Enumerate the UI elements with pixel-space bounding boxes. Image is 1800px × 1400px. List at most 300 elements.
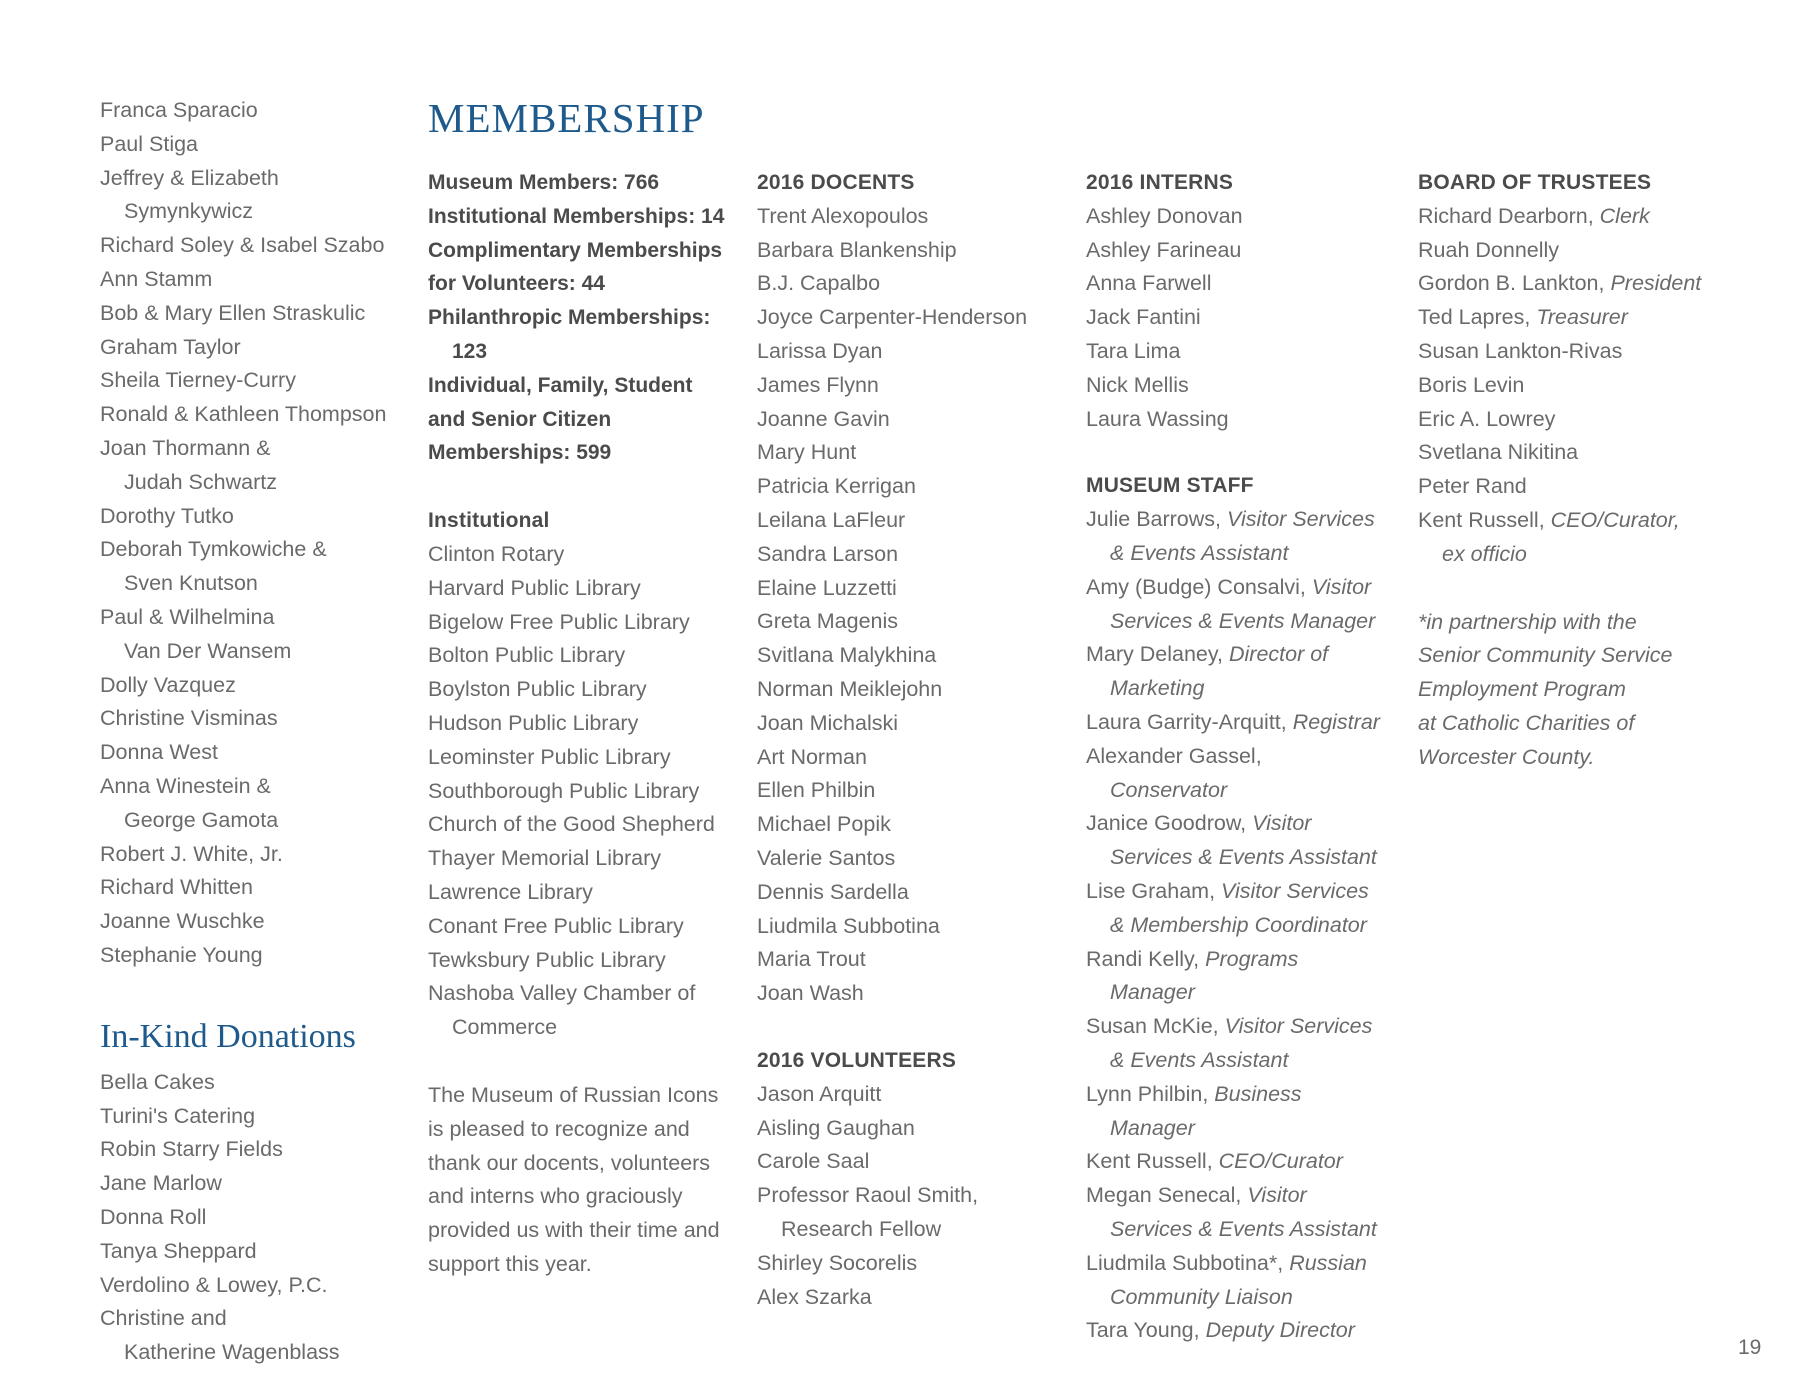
person-line <box>1086 507 1375 531</box>
name-continued: Sven Knutson <box>124 571 258 596</box>
volunteer-item <box>757 1247 1077 1281</box>
person-name: Gordon B. Lankton, <box>1418 271 1611 296</box>
staff-heading: MUSEUM STAFF <box>1086 474 1254 498</box>
name-text: Graham Taylor <box>100 334 241 359</box>
in-kind-item <box>100 1302 400 1370</box>
stat-text: Individual, Family, Student <box>428 373 693 397</box>
person-role: Treasurer <box>1536 305 1628 330</box>
name-text: Harvard Public Library <box>428 575 641 600</box>
person-role-continued: Services & Events Assistant <box>1110 845 1377 870</box>
name-continued: Symynkywicz <box>124 199 254 224</box>
name-text: Franca Sparacio <box>100 98 258 122</box>
docent-item <box>757 335 1077 369</box>
donor-item <box>100 94 400 128</box>
name-text: Greta Magenis <box>757 609 899 634</box>
person-line <box>1086 1318 1355 1342</box>
name-text: Carole Saal <box>757 1149 870 1174</box>
name-text: Jane Marlow <box>100 1171 222 1196</box>
in-kind-list <box>100 1066 400 1370</box>
name-text: Jack Fantini <box>1086 305 1201 330</box>
donor-item <box>100 533 400 601</box>
name-text: Turini's Catering <box>100 1103 256 1128</box>
name-text: Lawrence Library <box>428 879 593 904</box>
board-column <box>1418 166 1748 775</box>
name-text: Richard Whitten <box>100 875 253 900</box>
donor-item <box>100 905 400 939</box>
name-text: Michael Popik <box>757 812 891 837</box>
person-role: Visitor <box>1252 811 1312 836</box>
institution-item <box>428 673 748 707</box>
in-kind-title: In-Kind Donations <box>100 1017 356 1055</box>
name-text: Stephanie Young <box>100 942 263 967</box>
institution-item <box>428 639 748 673</box>
thanks-line: is pleased to recognize and <box>428 1116 690 1141</box>
in-kind-item <box>100 1066 400 1100</box>
name-text: Robert J. White, Jr. <box>100 841 283 866</box>
name-text: Tewksbury Public Library <box>428 947 666 972</box>
name-text: Barbara Blankenship <box>757 237 957 262</box>
docent-item <box>757 470 1077 504</box>
docents-heading: 2016 DOCENTS <box>757 171 915 194</box>
institution-item <box>428 775 748 809</box>
intern-item <box>1086 200 1406 234</box>
person-role: Clerk <box>1599 203 1650 228</box>
footnote <box>1418 606 1748 775</box>
institution-item <box>428 977 748 1045</box>
person-name: Lynn Philbin, <box>1086 1081 1215 1106</box>
institutional-list <box>428 538 748 1045</box>
person-line <box>1418 407 1555 431</box>
donor-item <box>100 162 400 230</box>
trustee-item <box>1418 200 1748 234</box>
person-line <box>1418 474 1527 498</box>
trustee-item <box>1418 470 1748 504</box>
name-text: Tara Lima <box>1086 338 1181 363</box>
person-role-continued: & Events Assistant <box>1110 1047 1289 1072</box>
name-text: Hudson Public Library <box>428 710 639 735</box>
footnote-line: Senior Community Service <box>1418 643 1673 668</box>
name-continued: George Gamota <box>124 807 279 832</box>
person-name: Janice Goodrow, <box>1086 811 1253 836</box>
person-line <box>1418 204 1650 228</box>
footnote-line: Worcester County. <box>1418 744 1595 769</box>
volunteers-list <box>757 1078 1077 1315</box>
donor-item <box>100 500 400 534</box>
name-text: Clinton Rotary <box>428 541 565 566</box>
person-role-continued: & Events Assistant <box>1110 540 1289 565</box>
person-line <box>1086 642 1328 666</box>
docent-item <box>757 707 1077 741</box>
name-text: Elaine Luzzetti <box>757 575 897 600</box>
docent-item <box>757 876 1077 910</box>
person-line <box>1086 811 1311 835</box>
name-text: Leilana LaFleur <box>757 507 906 532</box>
staff-item <box>1086 1078 1406 1146</box>
person-name: Kent Russell, <box>1418 507 1551 532</box>
person-name: Ruah Donnelly <box>1418 237 1560 262</box>
intern-item <box>1086 267 1406 301</box>
name-text: Svitlana Malykhina <box>757 643 937 668</box>
staff-item <box>1086 1247 1406 1315</box>
name-text: Robin Starry Fields <box>100 1137 283 1162</box>
name-text: Art Norman <box>757 744 867 769</box>
name-continued: Katherine Wagenblass <box>124 1340 340 1365</box>
intern-item <box>1086 234 1406 268</box>
docent-item <box>757 842 1077 876</box>
stat-line <box>428 436 748 470</box>
name-text: Joan Michalski <box>757 710 898 735</box>
interns-list <box>1086 200 1406 437</box>
person-line <box>1418 440 1578 464</box>
name-text: Mary Hunt <box>757 440 857 465</box>
institution-item <box>428 572 748 606</box>
person-name: Kent Russell, <box>1086 1149 1219 1174</box>
person-name: Eric A. Lowrey <box>1418 406 1556 431</box>
stat-text: and Senior Citizen <box>428 407 612 431</box>
name-text: Maria Trout <box>757 947 866 972</box>
name-continued: Commerce <box>452 1015 558 1040</box>
interns-heading: 2016 INTERNS <box>1086 171 1234 194</box>
name-text: Sandra Larson <box>757 541 899 566</box>
trustee-item <box>1418 267 1748 301</box>
trustee-item <box>1418 234 1748 268</box>
stat-text: Philanthropic Memberships: <box>428 306 711 330</box>
person-name: Svetlana Nikitina <box>1418 440 1579 465</box>
docent-item <box>757 267 1077 301</box>
name-text: Anna Winestein & <box>100 773 271 798</box>
person-line <box>1418 339 1622 363</box>
thanks-paragraph <box>428 1079 748 1282</box>
person-name: Tara Young, <box>1086 1318 1206 1343</box>
name-text: Patricia Kerrigan <box>757 474 916 499</box>
person-line <box>1086 710 1380 734</box>
person-name: Mary Delaney, <box>1086 642 1229 667</box>
footnote-line: at Catholic Charities of <box>1418 710 1635 735</box>
person-role: Visitor <box>1247 1183 1307 1208</box>
person-role: Director of <box>1228 642 1329 667</box>
person-line <box>1086 1149 1343 1173</box>
name-text: Bigelow Free Public Library <box>428 609 690 634</box>
person-role: Programs <box>1205 946 1299 971</box>
in-kind-item <box>100 1100 400 1134</box>
person-name: Lise Graham, <box>1086 878 1222 903</box>
in-kind-item <box>100 1235 400 1269</box>
in-kind-item <box>100 1133 400 1167</box>
name-text: Bolton Public Library <box>428 643 626 668</box>
stat-line <box>428 403 748 437</box>
thanks-line: provided us with their time and <box>428 1218 720 1243</box>
person-name: Peter Rand <box>1418 474 1527 499</box>
name-text: Ronald & Kathleen Thompson <box>100 402 387 427</box>
person-role-continued: & Membership Coordinator <box>1110 912 1367 937</box>
name-text: Dennis Sardella <box>757 879 909 904</box>
name-text: Sheila Tierney-Curry <box>100 368 296 393</box>
name-text: Ann Stamm <box>100 266 213 291</box>
name-text: Paul & Wilhelmina <box>100 604 275 629</box>
person-line <box>1086 744 1262 768</box>
person-role: Visitor Services <box>1224 1014 1373 1039</box>
name-continued: Judah Schwartz <box>124 469 277 494</box>
name-text: Joan Thormann & <box>100 435 271 460</box>
trustee-item <box>1418 369 1748 403</box>
person-line <box>1418 238 1559 262</box>
person-name: Susan McKie, <box>1086 1014 1225 1039</box>
docent-item <box>757 504 1077 538</box>
name-text: Nashoba Valley Chamber of <box>428 981 696 1006</box>
name-text: Boylston Public Library <box>428 677 647 702</box>
docent-item <box>757 741 1077 775</box>
docent-item <box>757 369 1077 403</box>
docent-item <box>757 605 1077 639</box>
page-number: 19 <box>1738 1336 1762 1359</box>
institution-item <box>428 944 748 978</box>
person-name: Boris Levin <box>1418 372 1525 397</box>
thanks-line: support this year. <box>428 1251 592 1276</box>
stat-text: for Volunteers: 44 <box>428 272 605 296</box>
name-text: Alex Szarka <box>757 1284 872 1309</box>
name-text: Dorothy Tutko <box>100 503 234 528</box>
docent-item <box>757 403 1077 437</box>
volunteers-heading: 2016 VOLUNTEERS <box>757 1048 957 1072</box>
footnote-line: *in partnership with the <box>1418 609 1637 634</box>
person-role: Business <box>1214 1081 1302 1106</box>
intern-item <box>1086 301 1406 335</box>
person-role-continued: Services & Events Manager <box>1110 608 1376 633</box>
staff-item <box>1086 875 1406 943</box>
staff-item <box>1086 1145 1406 1179</box>
donors-column <box>100 94 400 1370</box>
person-line <box>1086 1251 1367 1275</box>
person-name: Megan Senecal, <box>1086 1183 1248 1208</box>
name-text: Ashley Farineau <box>1086 237 1242 262</box>
person-role: Russian <box>1289 1250 1367 1275</box>
staff-item <box>1086 740 1406 808</box>
name-text: Christine Visminas <box>100 706 278 731</box>
person-role: Visitor <box>1311 574 1372 599</box>
docent-item <box>757 943 1077 977</box>
docent-item <box>757 910 1077 944</box>
docent-item <box>757 538 1077 572</box>
docent-item <box>757 200 1077 234</box>
staff-item <box>1086 571 1406 639</box>
person-role: Visitor Services <box>1221 878 1369 903</box>
membership-column <box>428 94 748 1282</box>
donor-item <box>100 263 400 297</box>
name-text: Nick Mellis <box>1086 372 1189 397</box>
thanks-line: and interns who graciously <box>428 1184 683 1209</box>
staff-item <box>1086 807 1406 875</box>
trustee-item <box>1418 335 1748 369</box>
donor-item <box>100 871 400 905</box>
membership-stats <box>428 166 748 470</box>
name-text: Dolly Vazquez <box>100 672 236 697</box>
donor-item <box>100 702 400 736</box>
name-text: Trent Alexopoulos <box>757 203 929 228</box>
person-role: Deputy Director <box>1205 1318 1355 1343</box>
name-text: Church of the Good Shepherd <box>428 812 715 837</box>
institution-item <box>428 808 748 842</box>
institutional-heading: Institutional <box>428 509 550 533</box>
stat-text: Museum Members: 766 <box>428 171 660 194</box>
donor-item <box>100 601 400 669</box>
name-text: James Flynn <box>757 372 879 397</box>
intern-item <box>1086 403 1406 437</box>
stat-text: Complimentary Memberships <box>428 238 723 262</box>
trustee-item <box>1418 504 1748 572</box>
board-heading: BOARD OF TRUSTEES <box>1418 171 1652 194</box>
donor-item <box>100 432 400 500</box>
name-text: Anna Farwell <box>1086 271 1212 296</box>
donor-item <box>100 939 400 973</box>
name-text: Bella Cakes <box>100 1069 215 1094</box>
docent-item <box>757 808 1077 842</box>
person-role-continued: Services & Events Assistant <box>1110 1216 1377 1241</box>
person-role-continued: Manager <box>1110 1115 1195 1140</box>
staff-item <box>1086 503 1406 571</box>
person-role: President <box>1610 271 1702 296</box>
name-text: Joanne Gavin <box>757 406 890 431</box>
person-role: Visitor Services <box>1227 507 1375 532</box>
name-text: Verdolino & Lowey, P.C. <box>100 1272 328 1297</box>
name-text: Ellen Philbin <box>757 778 876 803</box>
name-text: Deborah Tymkowiche & <box>100 537 327 562</box>
staff-item <box>1086 706 1406 740</box>
footnote-line: Employment Program <box>1418 677 1626 702</box>
name-continued: Research Fellow <box>781 1216 942 1241</box>
thanks-line: The Museum of Russian Icons <box>428 1082 719 1107</box>
person-line <box>1086 879 1369 903</box>
person-line <box>1086 575 1371 599</box>
person-role-continued: ex officio <box>1442 541 1527 566</box>
name-text: Professor Raoul Smith, <box>757 1183 979 1208</box>
name-text: Donna Roll <box>100 1204 207 1229</box>
name-text: Conant Free Public Library <box>428 913 684 938</box>
donor-item <box>100 398 400 432</box>
donors-list <box>100 94 400 973</box>
donor-item <box>100 736 400 770</box>
person-role: CEO/Curator, <box>1550 507 1680 532</box>
institution-item <box>428 707 748 741</box>
name-text: Tanya Sheppard <box>100 1238 257 1263</box>
donor-item <box>100 128 400 162</box>
docent-item <box>757 234 1077 268</box>
person-role-continued: Community Liaison <box>1110 1284 1293 1309</box>
person-line <box>1086 1082 1302 1106</box>
institution-item <box>428 538 748 572</box>
volunteer-item <box>757 1078 1077 1112</box>
person-name: Amy (Budge) Consalvi, <box>1086 574 1312 599</box>
person-line <box>1418 508 1680 532</box>
name-text: Thayer Memorial Library <box>428 846 661 871</box>
person-line <box>1418 271 1701 295</box>
person-role: Registrar <box>1292 709 1380 734</box>
person-name: Alexander Gassel, <box>1086 743 1262 768</box>
name-text: Aisling Gaughan <box>757 1115 915 1140</box>
person-role: CEO/Curator <box>1218 1149 1343 1174</box>
stat-text: Institutional Memberships: 14 <box>428 204 725 228</box>
person-name: Liudmila Subbotina*, <box>1086 1250 1290 1275</box>
person-name: Laura Garrity-Arquitt, <box>1086 709 1293 734</box>
docents-list <box>757 200 1077 1011</box>
name-text: Norman Meiklejohn <box>757 676 943 701</box>
in-kind-item <box>100 1201 400 1235</box>
institution-item <box>428 741 748 775</box>
stat-line <box>428 301 748 369</box>
person-role-continued: Conservator <box>1110 777 1228 802</box>
name-text: Liudmila Subbotina <box>757 913 940 938</box>
stat-line <box>428 369 748 403</box>
donor-item <box>100 229 400 263</box>
staff-list <box>1086 503 1406 1348</box>
institution-item <box>428 842 748 876</box>
person-name: Susan Lankton-Rivas <box>1418 338 1623 363</box>
person-line <box>1086 1183 1307 1207</box>
person-line <box>1086 1014 1372 1038</box>
name-text: Joanne Wuschke <box>100 909 265 934</box>
intern-item <box>1086 369 1406 403</box>
institution-item <box>428 910 748 944</box>
name-text: Southborough Public Library <box>428 778 700 803</box>
intern-item <box>1086 335 1406 369</box>
name-text: Shirley Socorelis <box>757 1250 918 1275</box>
name-continued: Van Der Wansem <box>124 638 292 663</box>
person-role-continued: Manager <box>1110 980 1195 1005</box>
staff-item <box>1086 638 1406 706</box>
stat-line <box>428 200 748 234</box>
staff-item <box>1086 1314 1406 1348</box>
name-text: B.J. Capalbo <box>757 271 881 296</box>
staff-item <box>1086 943 1406 1011</box>
name-text: Laura Wassing <box>1086 406 1229 431</box>
stat-line <box>428 234 748 268</box>
name-text: Donna West <box>100 740 218 765</box>
donor-item <box>100 838 400 872</box>
name-text: Joyce Carpenter-Henderson <box>757 305 1028 330</box>
board-list <box>1418 200 1748 572</box>
stat-text: Memberships: 599 <box>428 441 612 465</box>
person-role-continued: Marketing <box>1110 676 1205 701</box>
person-name: Richard Dearborn, <box>1418 203 1600 228</box>
in-kind-item <box>100 1269 400 1303</box>
person-name: Julie Barrows, <box>1086 507 1227 532</box>
volunteer-item <box>757 1281 1077 1315</box>
stat-line <box>428 267 748 301</box>
trustee-item <box>1418 301 1748 335</box>
name-text: Richard Soley & Isabel Szabo <box>100 233 385 258</box>
name-text: Ashley Donovan <box>1086 203 1243 228</box>
docent-item <box>757 673 1077 707</box>
thanks-line: thank our docents, volunteers <box>428 1150 711 1175</box>
docents-column <box>757 166 1077 1314</box>
person-line <box>1418 305 1628 329</box>
institution-item <box>428 876 748 910</box>
name-text: Joan Wash <box>757 981 864 1006</box>
donor-item <box>100 770 400 838</box>
name-text: Paul Stiga <box>100 131 199 156</box>
name-text: Leominster Public Library <box>428 744 671 769</box>
person-line <box>1086 947 1298 971</box>
in-kind-item <box>100 1167 400 1201</box>
trustee-item <box>1418 436 1748 470</box>
name-text: Valerie Santos <box>757 845 896 870</box>
staff-item <box>1086 1179 1406 1247</box>
docent-item <box>757 977 1077 1011</box>
person-line <box>1418 373 1524 397</box>
volunteer-item <box>757 1112 1077 1146</box>
volunteer-item <box>757 1179 1077 1247</box>
name-text: Jeffrey & Elizabeth <box>100 165 279 190</box>
docent-item <box>757 572 1077 606</box>
